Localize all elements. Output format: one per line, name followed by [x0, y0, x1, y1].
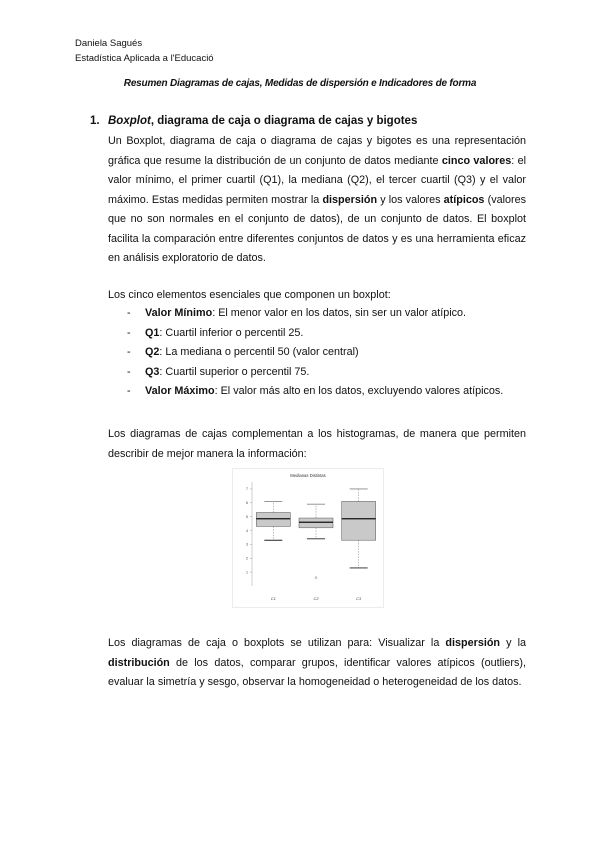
document-title: Resumen Diagramas de cajas, Medidas de dispersión e Indicadores de forma	[123, 78, 477, 89]
list-item-term: Valor Máximo	[145, 385, 215, 397]
boxplot-figure	[232, 468, 384, 608]
box-iqr	[299, 518, 333, 528]
bold-term: dispersión	[445, 637, 501, 649]
paragraph-histogram-note: Los diagramas de cajas complementan a los histogramas, de manera que permiten describir de mejor manera la información:	[108, 428, 526, 460]
list-item: - Q1: Cuartil inferior o percentil 25.	[127, 326, 304, 339]
list-item-text: : El menor valor en los datos, sin ser un valor atípico.	[212, 307, 467, 319]
y-tick-label: 4	[246, 528, 248, 533]
text-run: Un Boxplot, diagrama de caja o diagrama de cajas y bigotes es una representación gráfica que resume la distribución de un conjunto de datos mediante	[108, 135, 526, 167]
y-tick-label: 5	[246, 514, 248, 519]
x-category-label: C1	[270, 596, 276, 601]
list-item: - Q3: Cuartil superior o percentil 75.	[127, 365, 310, 378]
list-item: - Q2: La mediana o percentil 50 (valor central)	[127, 346, 359, 358]
list-item-term: Q2	[145, 346, 160, 358]
list-item-text: : La mediana o percentil 50 (valor central)	[159, 346, 359, 358]
text-run: : el valor mínimo, el primer cuartil (Q1), la mediana (Q2), el tercer cuartil (Q3) y el valor máximo. Estas medidas permiten mostrar la	[108, 154, 526, 206]
section-number: 1.	[90, 115, 100, 127]
y-tick-label: 1	[246, 570, 248, 575]
x-category-label: C2	[313, 596, 319, 601]
y-tick-label: 7	[246, 487, 248, 492]
elements-list	[127, 304, 503, 402]
list-item: - Valor Máximo: El valor más alto en los datos, excluyendo valores atípicos.	[127, 385, 504, 397]
list-item-term: Q1	[145, 326, 160, 339]
paragraph-uses	[108, 634, 526, 693]
list-item-term: Q3	[145, 365, 160, 378]
section-title-italic: Boxplot	[108, 115, 151, 127]
list-item-text: : El valor más alto en los datos, excluyendo valores atípicos.	[214, 385, 504, 397]
course-name: Estadística Aplicada a l'Educació	[75, 53, 214, 64]
box-iqr	[342, 501, 376, 540]
list-item: - Valor Mínimo: El menor valor en los datos, sin ser un valor atípico.	[127, 307, 467, 319]
y-tick-label: 3	[246, 542, 248, 547]
text-run: y los valores	[377, 193, 444, 206]
text-run: Los diagramas de caja o boxplots se utilizan para: Visualizar la	[108, 637, 446, 649]
author-name: Daniela Sagués	[75, 38, 143, 49]
x-category-label: C3	[356, 596, 362, 601]
document-header	[75, 36, 214, 66]
paragraph-elements-intro: Los cinco elementos esenciales que componen un boxplot:	[108, 289, 391, 301]
bold-term: distribución	[108, 656, 170, 669]
list-item-term: Valor Mínimo	[145, 307, 213, 319]
boxplot-chart	[232, 468, 384, 608]
chart-title: Medianas Distintas	[290, 473, 326, 478]
bold-term: atípicos	[443, 193, 485, 206]
list-item-text: : Cuartil superior o percentil 75.	[159, 365, 310, 378]
list-item-text: : Cuartil inferior o percentil 25.	[159, 326, 304, 339]
bold-term: cinco valores	[441, 154, 512, 167]
section-title-rest: , diagrama de caja o diagrama de cajas y bigotes	[150, 115, 418, 127]
text-run: y la	[500, 637, 527, 649]
box-iqr	[256, 513, 290, 527]
bold-term: dispersión	[322, 193, 378, 206]
text-run: (valores que no son normales en el conjunto de datos), de un conjunto de datos. El boxplot facilita la comparación entre diferentes conjuntos de datos y es una herramienta eficaz en análisis exploratorio de datos.	[108, 193, 526, 264]
paragraph-definition	[108, 132, 526, 269]
section-heading	[90, 115, 417, 127]
text-run: de los datos, comparar grupos, identificar valores atípicos (outliers), evaluar la simetría y sesgo, observar la homogeneidad o heterogeneidad de los datos.	[108, 656, 526, 688]
y-tick-label: 6	[246, 501, 248, 506]
y-tick-label: 2	[246, 556, 248, 561]
